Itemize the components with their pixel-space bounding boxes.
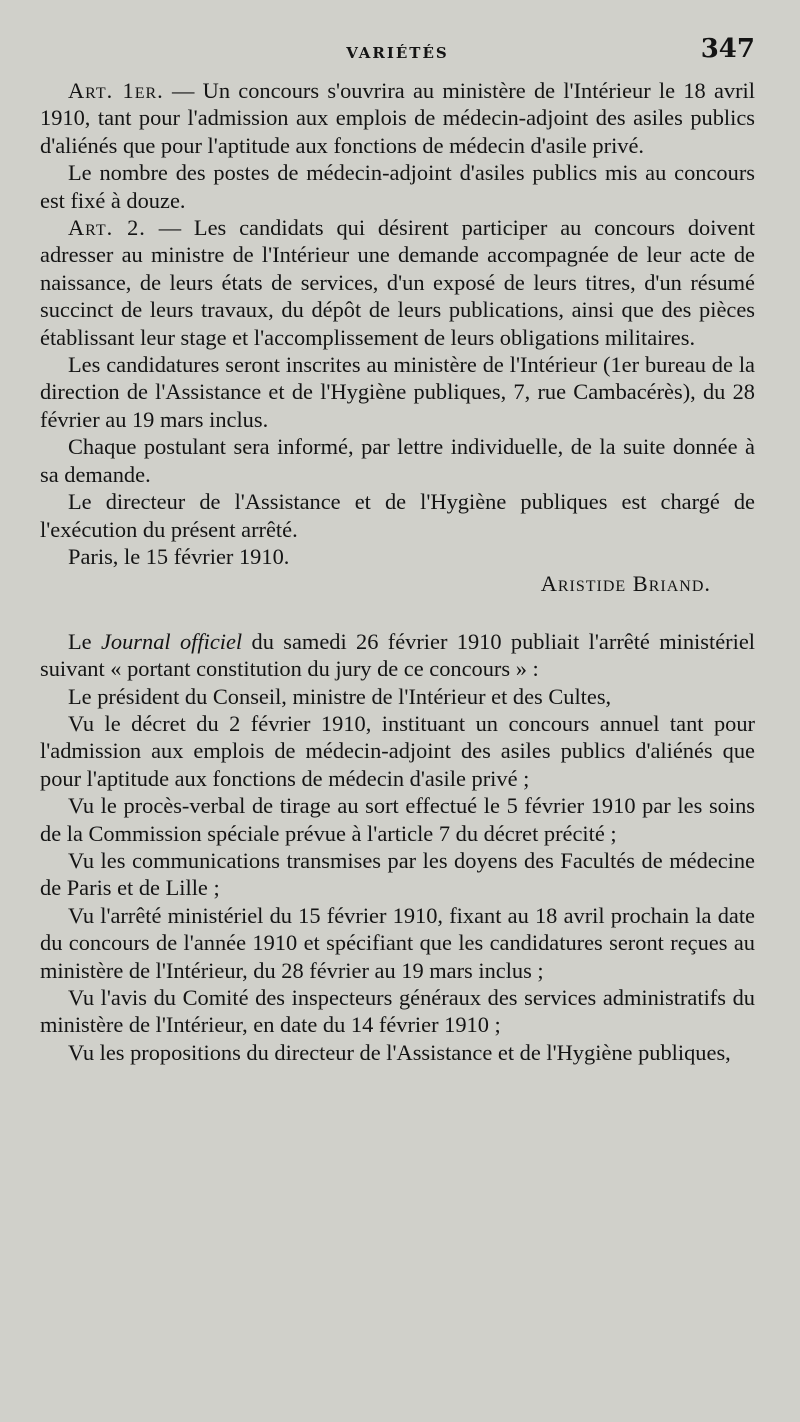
paragraph: Les candidatures seront inscrites au ministère de l'Intérieur (1er bureau de la direction de l'Assistance et de l'Hygiène publiques, 7, rue Cambacérès), du 28 février au 19 mars inclus. bbox=[40, 352, 755, 432]
section-gap bbox=[40, 598, 755, 628]
paragraph: Chaque postulant sera informé, par lettre individuelle, de la suite donnée à sa demande. bbox=[40, 434, 755, 487]
paragraph: Vu l'avis du Comité des inspecteurs généraux des services administratifs du ministère de l'Intérieur, en date du 14 février 1910 ; bbox=[40, 985, 755, 1038]
journal-title: Journal officiel bbox=[100, 628, 243, 654]
paragraph-art-1: Art. 1er. — Un concours s'ouvrira au ministère de l'Intérieur le 18 avril 1910, tant pour l'admission aux emplois de médecin-adjoint des asiles publics d'aliénés que pour l'aptitude aux fonctions de médecin d'asile privé. bbox=[40, 78, 756, 158]
paragraph: Le directeur de l'Assistance et de l'Hygiène publiques est chargé de l'exécution du présent arrêté. bbox=[40, 489, 755, 542]
paragraph: Vu les communications transmises par les doyens des Facultés de médecine de Paris et de Lille ; bbox=[40, 847, 755, 901]
running-head bbox=[40, 34, 755, 70]
journal-intro: Le Journal officiel du samedi 26 février 1910 publiait l'arrêté ministériel suivant « portant constitution du jury de ce concours » : bbox=[40, 628, 755, 682]
body-text bbox=[40, 77, 755, 1066]
article-lead: Art. 2. bbox=[68, 215, 146, 241]
paragraph: Le nombre des postes de médecin-adjoint d'asiles publics mis au concours est fixé à douze. bbox=[40, 160, 755, 213]
running-title: VARIÉTÉS bbox=[346, 44, 449, 62]
dateline: Paris, le 15 février 1910. bbox=[68, 543, 290, 569]
paragraph-art-2: Art. 2. — Les candidats qui désirent participer au concours doivent adresser au ministre de l'Intérieur une demande accompagnée de leur acte de naissance, de leurs états de services, d'un exposé de leurs titres, d'un résumé succinct de leurs travaux, du dépôt de leurs publications, ainsi que des pièces établissant leur stage et l'accomplissement de leurs obligations militaires. bbox=[40, 215, 755, 350]
paragraph: Vu le procès-verbal de tirage au sort effectué le 5 février 1910 par les soins de la Commission spéciale prévue à l'article 7 du décret précité ; bbox=[40, 793, 755, 846]
paragraph: Le président du Conseil, ministre de l'Intérieur et des Cultes, bbox=[68, 683, 612, 709]
page-number: 347 bbox=[700, 34, 755, 64]
signature: Aristide Briand. bbox=[540, 571, 711, 597]
paragraph: Vu le décret du 2 février 1910, instituant un concours annuel tant pour l'admission aux emplois de médecin-adjoint des asiles publics d'aliénés que pour l'aptitude aux fonctions de médecin d'asile privé ; bbox=[40, 710, 755, 791]
paragraph: Vu les propositions du directeur de l'Assistance et de l'Hygiène publiques, bbox=[68, 1039, 731, 1065]
paragraph: Vu l'arrêté ministériel du 15 février 1910, fixant au 18 avril prochain la date du concours de l'année 1910 et spécifiant que les candidatures seront reçues au ministère de l'Intérieur, du 28 février au 19 mars inclus ; bbox=[40, 902, 755, 983]
article-lead: Art. 1er. bbox=[68, 78, 164, 103]
